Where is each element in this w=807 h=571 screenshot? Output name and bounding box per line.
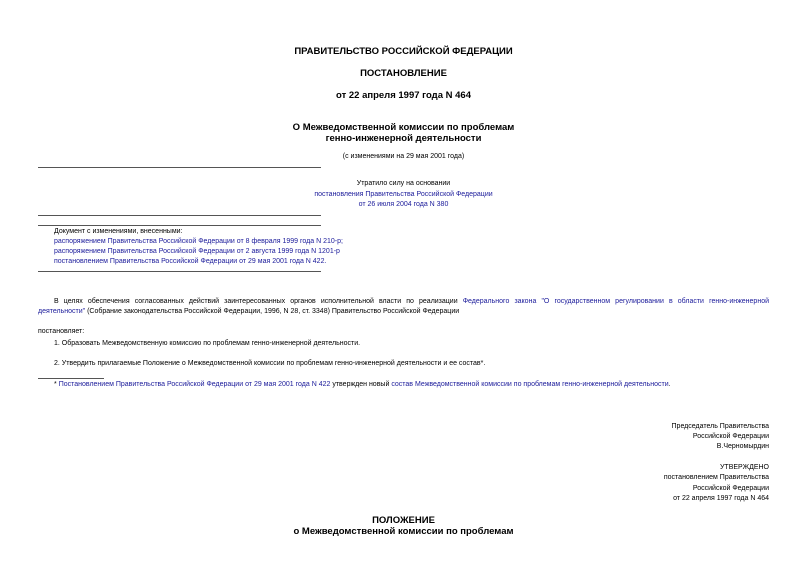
preamble-line1: [54, 298, 769, 305]
federal-law-link[interactable]: Федерального закона "О государственном регулировании в области генно-инженерной: [462, 298, 769, 305]
divider: [38, 271, 321, 272]
document-title-line2: генно-инженерной деятельности: [325, 133, 482, 144]
changes-note: (с изменениями на 29 мая 2001 года): [342, 153, 465, 160]
invalid-link-line2[interactable]: от 26 июля 2004 года N 380: [358, 201, 449, 208]
approved-line3: Российской Федерации: [692, 485, 769, 492]
document-type: ПОСТАНОВЛЕНИЕ: [360, 68, 447, 79]
footnote-link-1[interactable]: Постановлением Правительства Российской Федерации от 29 мая 2001 года N 422: [58, 381, 331, 388]
divider: [38, 225, 321, 226]
approved-line2: постановлением Правительства: [663, 474, 769, 481]
footnote-text: утвержден новый: [330, 381, 392, 388]
divider: [38, 167, 321, 168]
signature-name: В.Черномырдин: [716, 443, 769, 450]
changes-link-2[interactable]: распоряжением Правительства Российской Федерации от 2 августа 1999 года N 1201-р: [54, 248, 340, 255]
preamble-line2: [38, 308, 459, 315]
footnote-end: .: [668, 381, 671, 388]
approved-line1: УТВЕРЖДЕНО: [719, 464, 769, 471]
government-heading: ПРАВИТЕЛЬСТВО РОССИЙСКОЙ ФЕДЕРАЦИИ: [294, 46, 513, 57]
resolution-item-1: 1. Образовать Межведомственную комиссию по проблемам генно-инженерной деятельности.: [54, 340, 361, 347]
resolution-item-2: 2. Утвердить прилагаемые Положение о Межведомственной комиссии по проблемам генно-инженерной деятельности и ее состав*.: [54, 360, 486, 367]
changes-link-3[interactable]: постановлением Правительства Российской Федерации от 29 мая 2001 года N 422.: [54, 258, 327, 265]
document-title-line1: О Межведомственной комиссии по проблемам: [292, 122, 515, 133]
signature-line1: Председатель Правительства: [671, 423, 769, 430]
preamble-text-cont: (Собрание законодательства Российской Федерации, 1996, N 28, ст. 3348) Правительство Российской Федерации: [85, 308, 460, 315]
resolves-label: постановляет:: [38, 328, 85, 335]
regulation-title: ПОЛОЖЕНИЕ: [372, 515, 435, 526]
footnote-divider: [38, 378, 104, 379]
invalid-note: Утратило силу на основании: [356, 180, 451, 187]
footnote-link-2[interactable]: состав Межведомственной комиссии по проблемам генно-инженерной деятельности: [391, 381, 669, 388]
preamble-text: В целях обеспечения согласованных действий заинтересованных органов исполнительной власти по реализации: [54, 298, 463, 305]
invalid-link-line1[interactable]: постановления Правительства Российской Федерации: [314, 191, 493, 198]
changes-intro: Документ с изменениями, внесенными:: [54, 228, 183, 235]
regulation-subtitle: о Межведомственной комиссии по проблемам: [293, 526, 514, 537]
document-date-number: от 22 апреля 1997 года N 464: [336, 90, 471, 101]
signature-line2: Российской Федерации: [692, 433, 769, 440]
divider: [38, 215, 321, 216]
approved-line4: от 22 апреля 1997 года N 464: [673, 495, 769, 502]
federal-law-link-cont[interactable]: деятельности": [38, 308, 86, 315]
footnote: [54, 381, 671, 388]
footnote-star: *: [54, 381, 57, 388]
changes-link-1[interactable]: распоряжением Правительства Российской Федерации от 8 февраля 1999 года N 210-р;: [54, 238, 343, 245]
